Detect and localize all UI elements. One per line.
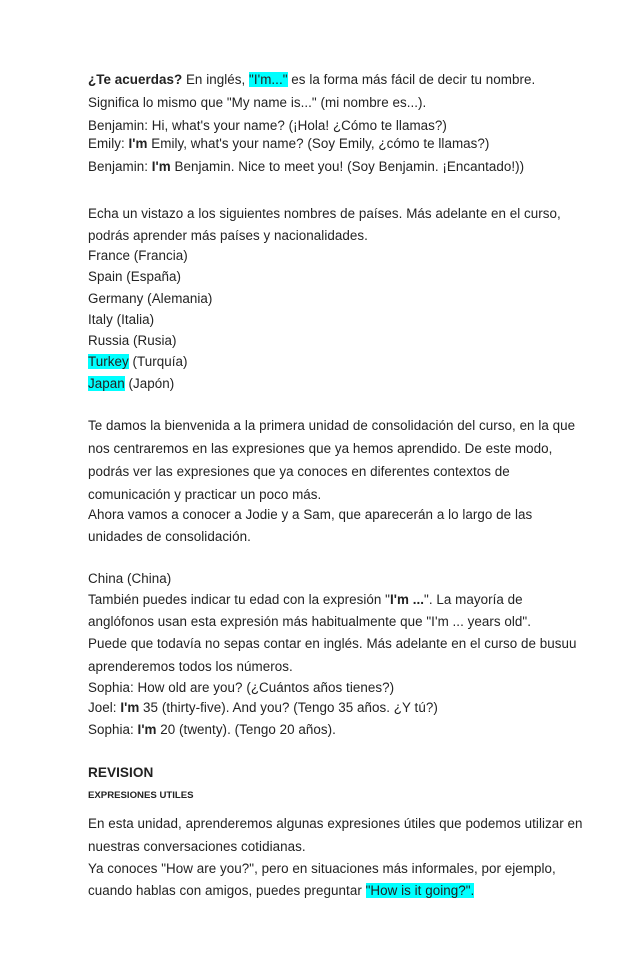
text-line: podrás aprender más países y nacionalidades. bbox=[88, 228, 368, 243]
dialogue-line bbox=[88, 700, 438, 716]
text-line: comunicación y practicar un poco más. bbox=[88, 487, 322, 502]
dialogue-text: Benjamin. Nice to meet you! (Soy Benjamin. ¡Encantado!)) bbox=[170, 159, 525, 174]
intro-line bbox=[88, 72, 535, 88]
section-subheading: EXPRESIONES UTILES bbox=[88, 790, 194, 801]
bold-im: I'm bbox=[151, 159, 171, 174]
text-line: Significa lo mismo que "My name is..." (mi nombre es...). bbox=[88, 95, 427, 110]
highlight-im: "I'm..." bbox=[249, 72, 288, 87]
country-item: China (China) bbox=[88, 571, 172, 586]
dialogue-line: Sophia: How old are you? (¿Cuántos años tienes?) bbox=[88, 680, 395, 695]
country-item bbox=[88, 376, 174, 392]
revision-heading: REVISION bbox=[88, 765, 154, 780]
dialogue-line: Benjamin: Hi, what's your name? (¡Hola! ¿Cómo te llamas?) bbox=[88, 118, 447, 133]
text-line: anglófonos usan esta expresión más habitualmente que "I'm ... years old". bbox=[88, 614, 531, 629]
highlight-turkey: Turkey bbox=[88, 354, 129, 369]
text-line: Puede que todavía no sepas contar en inglés. Más adelante en el curso de busuu bbox=[88, 636, 577, 651]
text-line: Ya conoces "How are you?", pero en situaciones más informales, por ejemplo, bbox=[88, 861, 556, 876]
bold-im: I'm ... bbox=[390, 592, 425, 607]
country-translation: (Japón) bbox=[124, 376, 175, 391]
speaker: Joel: bbox=[88, 700, 121, 715]
dialogue-line bbox=[88, 722, 336, 738]
text-line: nuestras conversaciones cotidianas. bbox=[88, 839, 306, 854]
country-item: Spain (España) bbox=[88, 269, 182, 284]
country-translation: (Turquía) bbox=[128, 354, 188, 369]
country-item: Russia (Rusia) bbox=[88, 333, 177, 348]
speaker: Sophia: bbox=[88, 722, 138, 737]
bold-im: I'm bbox=[137, 722, 157, 737]
dialogue-text: 35 (thirty-five). And you? (Tengo 35 años. ¿Y tú?) bbox=[139, 700, 438, 715]
highlight-japan: Japan bbox=[88, 376, 125, 391]
highlight-how-is-it-going: "How is it going?". bbox=[365, 883, 475, 898]
speaker: Emily: bbox=[88, 136, 129, 151]
bold-im: I'm bbox=[120, 700, 140, 715]
dialogue-text: Emily, what's your name? (Soy Emily, ¿cómo te llamas?) bbox=[147, 136, 490, 151]
intro-text: En inglés, bbox=[182, 72, 250, 87]
country-item: Germany (Alemania) bbox=[88, 291, 213, 306]
text-line: nos centraremos en las expresiones que ya hemos aprendido. De este modo, bbox=[88, 441, 553, 456]
text-part: ". La mayoría de bbox=[424, 592, 523, 607]
text-line: Ahora vamos a conocer a Jodie y a Sam, que aparecerán a lo largo de las bbox=[88, 507, 533, 522]
text-line bbox=[88, 592, 523, 608]
intro-bold: ¿Te acuerdas? bbox=[88, 72, 183, 87]
text-line: Echa un vistazo a los siguientes nombres de países. Más adelante en el curso, bbox=[88, 206, 561, 221]
country-item bbox=[88, 354, 188, 370]
text-line: unidades de consolidación. bbox=[88, 529, 251, 544]
dialogue-line bbox=[88, 159, 524, 175]
text-line: podrás ver las expresiones que ya conoces en diferentes contextos de bbox=[88, 464, 510, 479]
speaker: Benjamin: bbox=[88, 159, 152, 174]
text-part: También puedes indicar tu edad con la expresión " bbox=[88, 592, 390, 607]
intro-text-end: es la forma más fácil de decir tu nombre. bbox=[287, 72, 536, 87]
bold-im: I'm bbox=[128, 136, 148, 151]
text-line bbox=[88, 883, 474, 899]
dialogue-text: 20 (twenty). (Tengo 20 años). bbox=[156, 722, 336, 737]
text-line: Te damos la bienvenida a la primera unidad de consolidación del curso, en la que bbox=[88, 418, 576, 433]
country-item: Italy (Italia) bbox=[88, 312, 155, 327]
country-item: France (Francia) bbox=[88, 248, 188, 263]
dialogue-line bbox=[88, 136, 489, 152]
text-part: cuando hablas con amigos, puedes preguntar bbox=[88, 883, 366, 898]
text-line: aprenderemos todos los números. bbox=[88, 659, 293, 674]
text-line: En esta unidad, aprenderemos algunas expresiones útiles que podemos utilizar en bbox=[88, 816, 583, 831]
